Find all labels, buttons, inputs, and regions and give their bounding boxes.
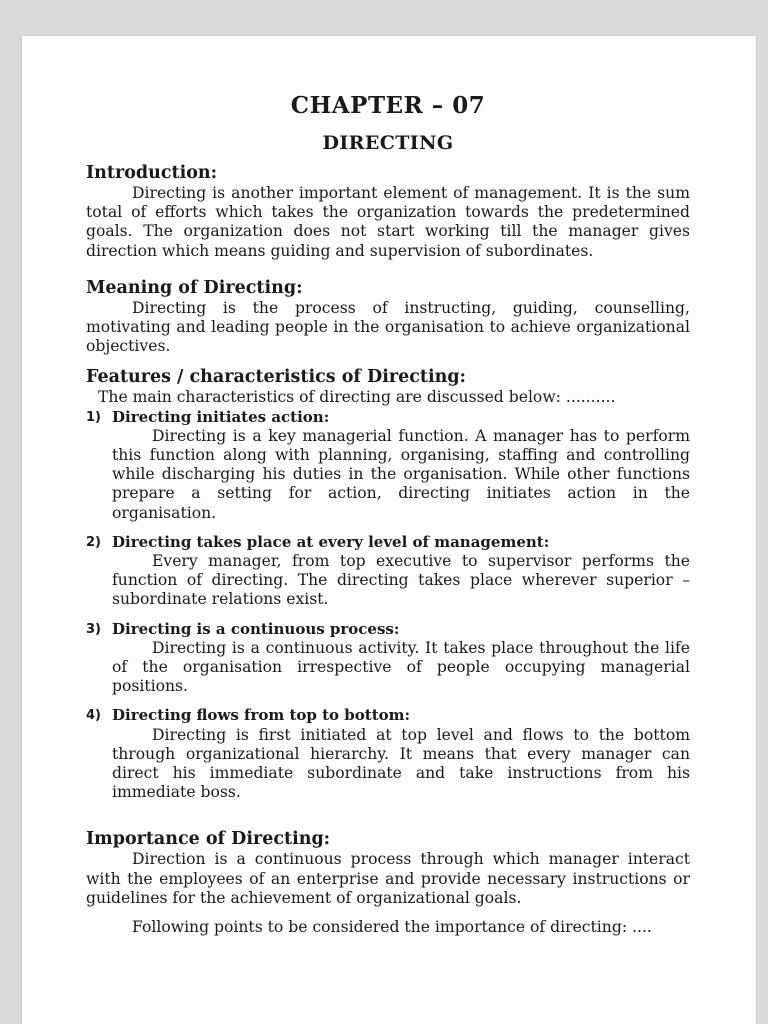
introduction-section (86, 162, 690, 261)
introduction-heading: Introduction: (86, 163, 218, 183)
feature-item (86, 533, 690, 610)
feature-item (86, 408, 690, 523)
feature-text: Directing is a continuous activity. It takes place throughout the life of the organisation irrespective of people occupying managerial positions. (112, 638, 690, 696)
meaning-heading: Meaning of Directing: (86, 277, 303, 298)
chapter-subtitle: DIRECTING (322, 132, 454, 154)
document-page (22, 36, 756, 1024)
feature-number: 3) (86, 621, 101, 637)
feature-heading: Directing initiates action: (112, 407, 330, 426)
introduction-text: Directing is another important element of management. It is the sum total of efforts which takes the organization towards the predetermined goals. The organization does not start working till the manager gives direction which means guiding and supervision of subordinates. (86, 184, 690, 260)
feature-heading: Directing takes place at every level of management: (112, 532, 550, 551)
feature-heading: Directing flows from top to bottom: (112, 706, 411, 725)
feature-heading: Directing is a continuous process: (112, 619, 400, 638)
features-heading: Features / characteristics of Directing: (86, 367, 467, 388)
feature-text: Every manager, from top executive to supervisor performs the function of directing. The directing takes place wherever superior – subordinate relations exist. (112, 552, 690, 609)
feature-number: 1) (86, 409, 101, 425)
importance-followup: Following points to be considered the importance of directing: .... (132, 918, 652, 937)
feature-item (86, 706, 690, 802)
features-section (86, 366, 690, 802)
importance-text: Direction is a continuous process through which manager interact with the employees of an enterprise and provide necessary instructions or guidelines for the achievement of organizational goals. (86, 850, 690, 907)
features-intro: The main characteristics of directing are discussed below: .......... (98, 388, 616, 407)
feature-text: Directing is first initiated at top level and flows to the bottom through organizational hierarchy. It means that every manager can direct his immediate subordinate and take instructions from his immediate boss. (112, 725, 690, 802)
importance-section (86, 828, 690, 937)
feature-text: Directing is a key managerial function. A manager has to perform this function along with planning, organising, staffing and controlling while discharging his duties in the organisation. While other functions prepare a setting for action, directing initiates action in the organisation. (112, 426, 690, 522)
meaning-section (86, 277, 690, 357)
feature-number: 4) (86, 708, 101, 724)
feature-number: 2) (86, 534, 101, 550)
chapter-title: CHAPTER – 07 (290, 92, 486, 119)
importance-heading: Importance of Directing: (86, 829, 331, 850)
meaning-text: Directing is the process of instructing, guiding, counselling, motivating and leading people in the organisation to achieve organizational objectives. (86, 298, 690, 356)
feature-item (86, 620, 690, 697)
page-content (86, 92, 690, 937)
